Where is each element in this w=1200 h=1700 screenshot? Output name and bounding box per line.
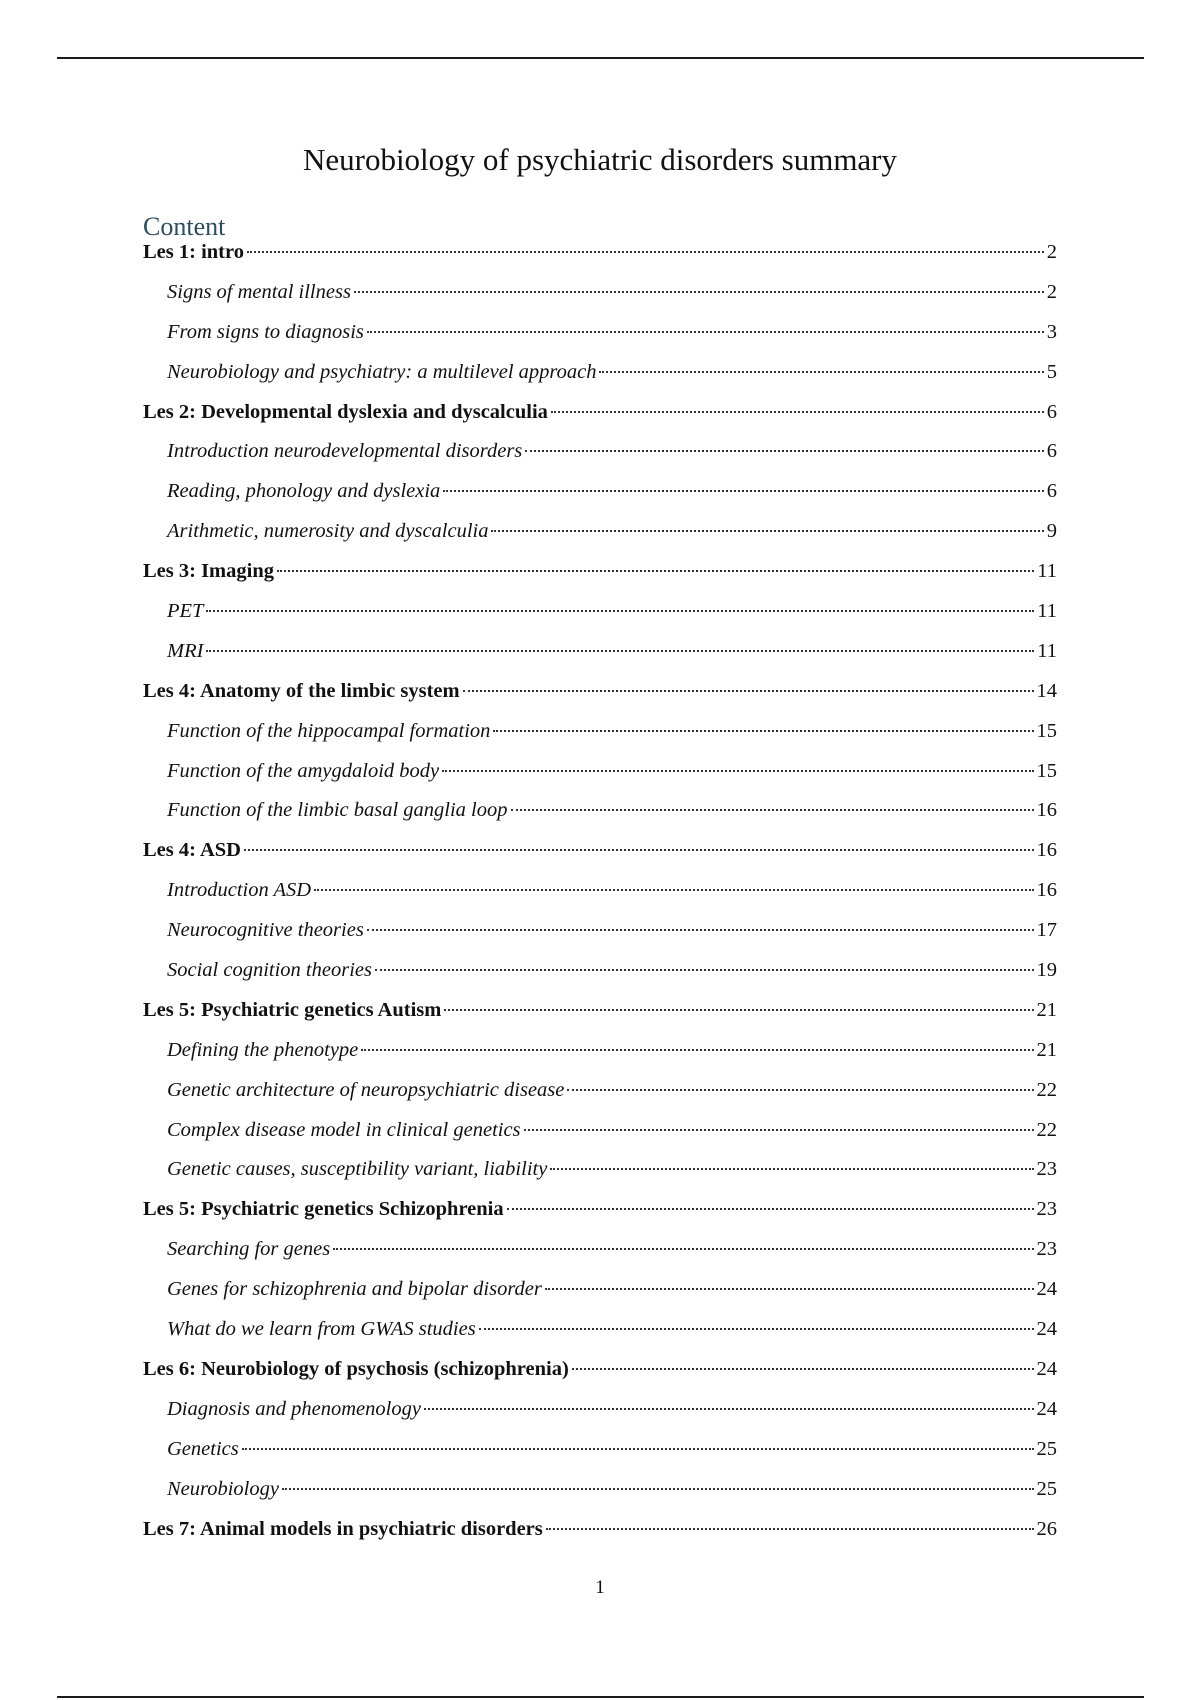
dot-leader <box>525 450 1043 452</box>
dot-leader <box>463 690 1034 692</box>
toc-entry-label: Reading, phonology and dyslexia <box>167 480 441 503</box>
toc-entry-label: Introduction neurodevelopmental disorders <box>167 440 523 463</box>
toc-entry-page: 19 <box>1036 959 1057 982</box>
toc-subsection-entry[interactable] <box>143 876 1057 916</box>
dot-leader <box>599 371 1043 373</box>
toc-entry-label: Les 4: Anatomy of the limbic system <box>143 679 460 702</box>
toc-entry-page: 15 <box>1036 759 1057 782</box>
toc-entry-label: Diagnosis and phenomenology <box>167 1397 421 1420</box>
toc-subsection-entry[interactable] <box>143 717 1057 757</box>
toc-subsection-entry[interactable] <box>143 597 1057 637</box>
dot-leader <box>511 809 1034 811</box>
toc-entry-page: 23 <box>1036 1158 1057 1181</box>
toc-entry-page: 17 <box>1036 919 1057 942</box>
toc-subsection-entry[interactable] <box>143 956 1057 996</box>
toc-entry-page: 25 <box>1036 1477 1057 1500</box>
toc-entry-page: 15 <box>1036 719 1057 742</box>
page-number: 1 <box>595 1577 605 1598</box>
toc-entry-page: 9 <box>1046 520 1057 543</box>
toc-entry-page: 16 <box>1036 799 1057 822</box>
toc-entry-label: Les 1: intro <box>143 241 244 263</box>
toc-subsection-entry[interactable] <box>143 477 1057 517</box>
dot-leader <box>282 1488 1034 1490</box>
toc-section-entry[interactable] <box>143 238 1057 278</box>
toc-entry-page: 11 <box>1037 600 1057 623</box>
toc-entry-page: 11 <box>1037 639 1057 662</box>
toc-entry-page: 22 <box>1036 1078 1057 1101</box>
toc-entry-label: Les 5: Psychiatric genetics Autism <box>143 998 442 1021</box>
toc-heading: Content <box>143 212 226 241</box>
dot-leader <box>551 411 1044 413</box>
toc-entry-label: Genetic architecture of neuropsychiatric disease <box>167 1078 565 1101</box>
table-of-contents <box>143 238 1057 1554</box>
toc-entry-page: 3 <box>1046 320 1057 343</box>
toc-entry-label: Signs of mental illness <box>167 280 351 303</box>
dot-leader <box>493 730 1033 732</box>
toc-entry-label: Les 7: Animal models in psychiatric disorders <box>143 1517 543 1540</box>
dot-leader <box>206 650 1034 652</box>
toc-subsection-entry[interactable] <box>143 757 1057 797</box>
toc-subsection-entry[interactable] <box>143 517 1057 557</box>
dot-leader <box>367 331 1044 333</box>
dot-leader <box>242 1448 1034 1450</box>
toc-entry-page: 22 <box>1036 1118 1057 1141</box>
toc-entry-label: Function of the limbic basal ganglia loop <box>167 799 508 822</box>
footer-rule <box>57 1696 1144 1698</box>
toc-entry-page: 24 <box>1036 1278 1057 1301</box>
toc-subsection-entry[interactable] <box>143 1076 1057 1116</box>
toc-entry-label: Complex disease model in clinical genetics <box>167 1118 521 1141</box>
toc-entry-page: 2 <box>1046 241 1057 263</box>
toc-subsection-entry[interactable] <box>143 1036 1057 1076</box>
toc-entry-label: Neurocognitive theories <box>167 919 364 942</box>
dot-leader <box>479 1328 1034 1330</box>
toc-entry-page: 5 <box>1046 360 1057 383</box>
toc-subsection-entry[interactable] <box>143 437 1057 477</box>
toc-entry-page: 2 <box>1046 280 1057 303</box>
toc-subsection-entry[interactable] <box>143 278 1057 318</box>
toc-entry-label: Genetics <box>167 1437 239 1460</box>
toc-entry-label: What do we learn from GWAS studies <box>167 1318 476 1341</box>
dot-leader <box>545 1288 1034 1290</box>
toc-entry-label: Introduction ASD <box>167 879 312 902</box>
toc-entry-label: From signs to diagnosis <box>167 320 364 343</box>
toc-entry-label: PET <box>167 600 204 623</box>
toc-section-entry[interactable] <box>143 1515 1057 1555</box>
toc-entry-page: 6 <box>1046 480 1057 503</box>
dot-leader <box>444 1009 1033 1011</box>
toc-entry-label: Les 2: Developmental dyslexia and dyscalculia <box>143 400 548 423</box>
dot-leader <box>491 530 1043 532</box>
toc-subsection-entry[interactable] <box>143 318 1057 358</box>
dot-leader <box>314 889 1033 891</box>
toc-subsection-entry[interactable] <box>143 1235 1057 1275</box>
toc-entry-label: MRI <box>167 639 204 662</box>
dot-leader <box>572 1368 1034 1370</box>
dot-leader <box>367 929 1034 931</box>
dot-leader <box>206 610 1034 612</box>
toc-entry-label: Function of the amygdaloid body <box>167 759 440 782</box>
toc-subsection-entry[interactable] <box>143 796 1057 836</box>
toc-entry-page: 25 <box>1036 1437 1057 1460</box>
toc-subsection-entry[interactable] <box>143 1475 1057 1515</box>
toc-entry-label: Genetic causes, susceptibility variant, liability <box>167 1158 548 1181</box>
toc-entry-label: Function of the hippocampal formation <box>167 719 491 742</box>
toc-subsection-entry[interactable] <box>143 1435 1057 1475</box>
toc-entry-page: 21 <box>1036 998 1057 1021</box>
dot-leader <box>333 1248 1033 1250</box>
toc-entry-page: 21 <box>1036 1038 1057 1061</box>
toc-section-entry[interactable] <box>143 557 1057 597</box>
toc-entry-label: Arithmetic, numerosity and dyscalculia <box>167 520 489 543</box>
toc-entry-page: 24 <box>1036 1318 1057 1341</box>
toc-entry-page: 26 <box>1036 1517 1057 1540</box>
dot-leader <box>443 490 1043 492</box>
toc-subsection-entry[interactable] <box>143 916 1057 956</box>
toc-section-entry[interactable] <box>143 1195 1057 1235</box>
dot-leader <box>247 251 1044 253</box>
dot-leader <box>546 1528 1034 1530</box>
dot-leader <box>244 849 1034 851</box>
toc-subsection-entry[interactable] <box>143 1315 1057 1355</box>
dot-leader <box>567 1089 1033 1091</box>
toc-entry-label: Social cognition theories <box>167 959 372 982</box>
toc-entry-page: 24 <box>1036 1357 1057 1380</box>
toc-entry-page: 14 <box>1036 679 1057 702</box>
toc-subsection-entry[interactable] <box>143 1395 1057 1435</box>
toc-section-entry[interactable] <box>143 996 1057 1036</box>
toc-section-entry[interactable] <box>143 1355 1057 1395</box>
toc-section-entry[interactable] <box>143 836 1057 876</box>
toc-entry-page: 23 <box>1036 1238 1057 1261</box>
toc-entry-label: Les 3: Imaging <box>143 560 274 583</box>
toc-entry-label: Neurobiology and psychiatry: a multilevel approach <box>167 360 597 383</box>
toc-entry-page: 16 <box>1036 839 1057 862</box>
dot-leader <box>442 770 1033 772</box>
toc-entry-page: 23 <box>1036 1198 1057 1221</box>
toc-section-entry[interactable] <box>143 677 1057 717</box>
toc-section-entry[interactable] <box>143 398 1057 438</box>
toc-entry-label: Defining the phenotype <box>167 1038 359 1061</box>
toc-entry-label: Genes for schizophrenia and bipolar disorder <box>167 1278 542 1301</box>
dot-leader <box>354 291 1044 293</box>
toc-entry-label: Les 5: Psychiatric genetics Schizophrenia <box>143 1198 504 1221</box>
toc-subsection-entry[interactable] <box>143 1155 1057 1195</box>
toc-entry-page: 6 <box>1046 440 1057 463</box>
header-rule <box>57 57 1144 59</box>
dot-leader <box>375 969 1034 971</box>
dot-leader <box>507 1208 1034 1210</box>
toc-entry-page: 11 <box>1037 560 1057 583</box>
toc-entry-page: 16 <box>1036 879 1057 902</box>
toc-subsection-entry[interactable] <box>143 1275 1057 1315</box>
dot-leader <box>361 1049 1033 1051</box>
toc-entry-label: Neurobiology <box>167 1477 279 1500</box>
toc-entry-label: Les 4: ASD <box>143 839 241 862</box>
dot-leader <box>524 1129 1034 1131</box>
toc-entry-label: Les 6: Neurobiology of psychosis (schizophrenia) <box>143 1357 569 1380</box>
dot-leader <box>424 1408 1034 1410</box>
toc-subsection-entry[interactable] <box>143 358 1057 398</box>
toc-entry-label: Searching for genes <box>167 1238 331 1261</box>
dot-leader <box>277 570 1034 572</box>
toc-entry-page: 6 <box>1046 400 1057 423</box>
toc-entry-page: 24 <box>1036 1397 1057 1420</box>
dot-leader <box>550 1168 1033 1170</box>
toc-subsection-entry[interactable] <box>143 1116 1057 1156</box>
document-title: Neurobiology of psychiatric disorders summary <box>302 142 898 177</box>
toc-subsection-entry[interactable] <box>143 637 1057 677</box>
